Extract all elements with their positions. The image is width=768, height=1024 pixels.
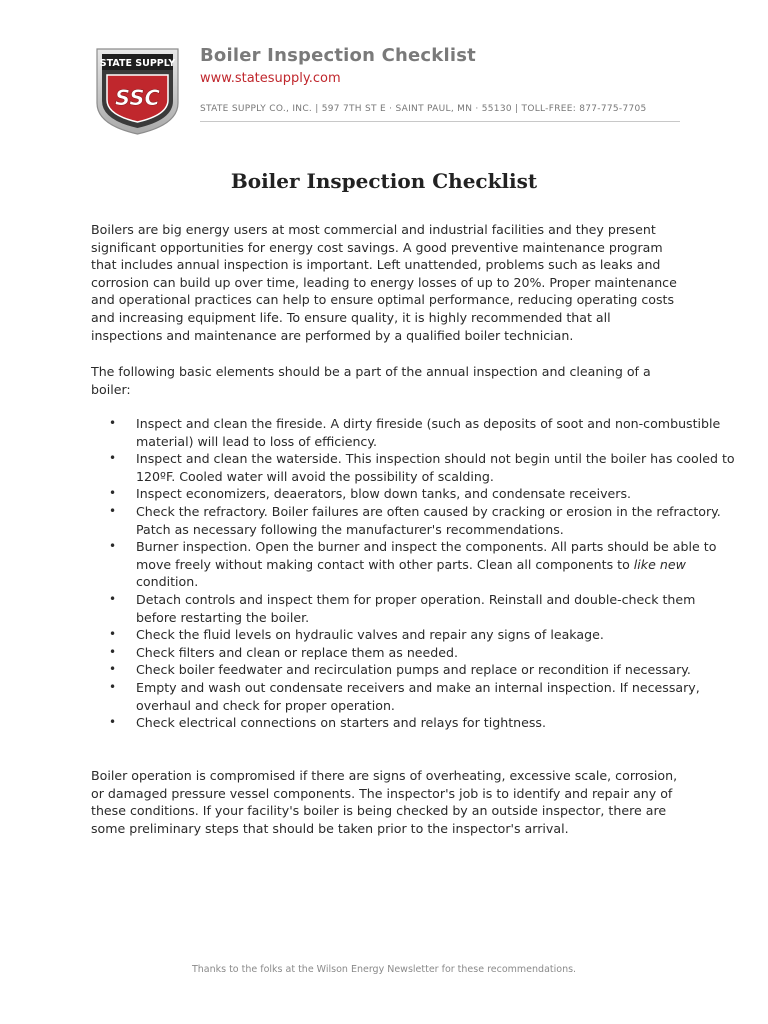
bullet-icon: • (109, 539, 117, 554)
bullet-icon: • (109, 416, 117, 430)
closing-paragraph: Boiler operation is compromised if there are signs of overheating, excessive scale, corrosion, or damaged pressure vessel components. The inspector's job is to identify and repair any of these conditions. If your facility's boiler is being checked by an outside inspector, there are some preliminary steps that should be taken prior to the inspector's arrival. (91, 768, 678, 836)
list-item (109, 415, 736, 450)
list-item (109, 714, 736, 732)
inspection-checklist (91, 415, 736, 732)
logo-top-text: STATE SUPPLY (99, 58, 176, 69)
logo-monogram: SSC (115, 86, 160, 110)
bullet-icon: • (109, 451, 117, 466)
list-item-text: condition. (136, 574, 199, 590)
header-divider (200, 121, 680, 122)
list-item-text: Detach controls and inspect them for proper operation. Reinstall and double-check them before restarting the boiler. (136, 591, 696, 625)
bullet-icon: • (109, 662, 117, 677)
list-item (109, 450, 736, 485)
bullet-icon: • (109, 715, 117, 730)
page-title: Boiler Inspection Checklist (230, 169, 538, 193)
company-website-link[interactable]: www.statesupply.com (200, 71, 341, 86)
list-item-text: Check the fluid levels on hydraulic valves and repair any signs of leakage. (136, 627, 604, 643)
bullet-icon: • (109, 591, 117, 606)
list-item-text: Inspect and clean the fireside. A dirty fireside (such as deposits of soot and non-combustible material) will lead to loss of efficiency. (136, 416, 721, 449)
list-item (109, 679, 736, 714)
list-item-emphasis: like new (633, 556, 686, 572)
intro-paragraph: Boilers are big energy users at most commercial and industrial facilities and they present significant opportunities for energy cost savings. A good preventive maintenance program that includes annual inspection is important. Left unattended, problems such as leaks and corrosion can build up over time, leading to energy losses of up to 20%. Proper maintenance and operational practices can help to ensure optimal performance, reducing operating costs and increasing equipment life. To ensure quality, it is highly recommended that all inspections and maintenance are performed by a qualified boiler technician. (91, 222, 677, 343)
list-item (109, 626, 736, 644)
company-logo (91, 45, 184, 136)
list-item-text: Check the refractory. Boiler failures are often caused by cracking or erosion in the refractory. Patch as necessary following the manufacturer's recommendations. (136, 503, 721, 537)
bullet-icon: • (109, 679, 117, 694)
header-title: Boiler Inspection Checklist (200, 45, 476, 66)
list-item (109, 644, 736, 662)
bullet-icon: • (109, 486, 117, 501)
list-item (109, 538, 736, 591)
list-item (109, 661, 736, 679)
list-item (109, 591, 736, 626)
list-item (109, 485, 736, 503)
list-item (109, 503, 736, 538)
bullet-icon: • (109, 627, 117, 642)
footer-note: Thanks to the folks at the Wilson Energy Newsletter for these recommendations. (191, 964, 577, 975)
list-item-text: Check filters and clean or replace them as needed. (136, 644, 459, 660)
lead-paragraph: The following basic elements should be a part of the annual inspection and cleaning of a boiler: (91, 364, 651, 397)
list-item-text: Inspect and clean the waterside. This inspection should not begin until the boiler has cooled to 120ºF. Cooled water will avoid the possibility of scalding. (136, 451, 735, 484)
company-address: STATE SUPPLY CO., INC. | 597 7TH ST E · SAINT PAUL, MN · 55130 | TOLL-FREE: 877-775-7705 (200, 104, 647, 114)
list-item-text: Check boiler feedwater and recirculation pumps and replace or recondition if necessary. (136, 662, 691, 678)
bullet-icon: • (109, 644, 117, 659)
list-item-text: Inspect economizers, deaerators, blow down tanks, and condensate receivers. (136, 486, 632, 502)
list-item-text: Empty and wash out condensate receivers and make an internal inspection. If necessary, overhaul and check for proper operation. (136, 679, 700, 713)
list-item-text: Check electrical connections on starters and relays for tightness. (136, 715, 546, 731)
bullet-icon: • (109, 503, 117, 518)
list-item-text: Burner inspection. Open the burner and inspect the components. All parts should be able to move freely without making contact with other parts. Clean all components to (136, 539, 717, 572)
state-supply-shield-icon (91, 45, 184, 136)
